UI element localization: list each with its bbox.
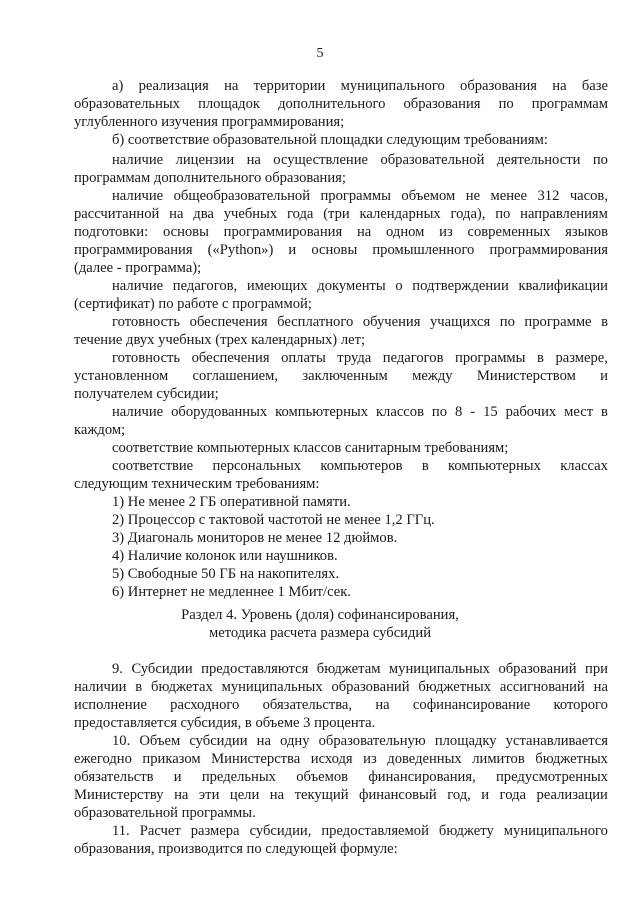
word: календарных xyxy=(359,206,441,222)
word: программы xyxy=(320,188,391,204)
word: наличие xyxy=(112,152,164,168)
word: доведенных xyxy=(387,751,462,767)
word: наличии xyxy=(74,679,127,695)
word: объемом xyxy=(401,188,456,204)
word: образовательную xyxy=(318,733,426,749)
word: при xyxy=(585,661,608,677)
text-line xyxy=(74,678,608,696)
word: Министерству xyxy=(74,787,164,803)
word: на xyxy=(224,78,239,94)
word: имеющих xyxy=(246,278,308,294)
word: и xyxy=(173,769,182,785)
word: дополнительного xyxy=(278,96,386,112)
word: эти xyxy=(198,787,220,803)
word: Объем xyxy=(139,733,181,749)
word: образований xyxy=(498,661,577,677)
text-line: 6) Интернет не медленнее 1 Мбит/сек. xyxy=(112,584,351,600)
text-line xyxy=(112,277,608,295)
text-line: получателем субсидии; xyxy=(74,386,219,402)
text-line: 3) Диагональ мониторов не менее 12 дюймов. xyxy=(112,530,398,546)
word: на xyxy=(169,206,184,222)
text-line: предоставляется субсидия, в объеме 3 процента. xyxy=(74,715,376,731)
word: рабочих xyxy=(505,404,557,420)
word: бесплатного xyxy=(277,314,354,330)
word: по xyxy=(431,404,448,420)
word: муниципальных xyxy=(388,661,490,677)
word: в xyxy=(135,679,143,695)
word: основы xyxy=(311,242,358,258)
text-line xyxy=(112,732,608,750)
word: программирования xyxy=(74,242,193,258)
word: размера xyxy=(190,823,240,839)
word: квалификации xyxy=(518,278,608,294)
word: одну xyxy=(280,733,310,749)
word: и xyxy=(600,368,608,384)
word: рассчитанной xyxy=(74,206,160,222)
word: территории xyxy=(253,78,326,94)
word: - xyxy=(470,404,476,420)
word: на xyxy=(375,697,390,713)
word: программирования xyxy=(223,224,343,240)
word: размере, xyxy=(555,350,608,366)
word: на xyxy=(256,733,271,749)
word: площадку xyxy=(434,733,497,749)
word: обязательства, xyxy=(262,697,353,713)
word: бюджетам xyxy=(316,661,381,677)
word: наличие xyxy=(112,404,164,420)
word: подтверждении xyxy=(412,278,509,294)
word: 312 xyxy=(537,188,560,204)
text-line xyxy=(112,349,608,367)
page-number: 5 xyxy=(316,46,324,61)
word: документы xyxy=(317,278,386,294)
word: направлениям xyxy=(520,206,608,222)
word: 10. xyxy=(112,733,131,749)
word: наличие xyxy=(112,188,164,204)
word: обеспечения xyxy=(189,314,268,330)
text-line: 4) Наличие колонок или наушников. xyxy=(112,548,338,564)
text-line: (далее - программа); xyxy=(74,260,202,276)
word: финансирования, xyxy=(368,769,476,785)
word: устанавливается xyxy=(505,733,608,749)
word: 15 xyxy=(483,404,498,420)
word: лицензии xyxy=(175,152,235,168)
word: базе xyxy=(581,78,608,94)
word: года), xyxy=(450,206,486,222)
text-line: программам дополнительного образования; xyxy=(74,170,346,186)
word: обязательств xyxy=(74,769,154,785)
text-line: Раздел 4. Уровень (доля) софинансирования, xyxy=(181,607,459,623)
word: образования xyxy=(403,96,481,112)
text-line xyxy=(112,77,608,95)
text-line xyxy=(74,241,608,259)
word: исходя xyxy=(310,751,353,767)
word: на xyxy=(269,787,285,803)
word: о xyxy=(395,278,403,294)
word: компьютерных xyxy=(275,404,369,420)
word: классах xyxy=(560,458,608,474)
word: 11. xyxy=(112,823,130,839)
word: цели xyxy=(229,787,260,803)
word: финансовый xyxy=(359,787,437,803)
word: и xyxy=(481,787,490,803)
word: в xyxy=(537,350,544,366)
word: классов xyxy=(375,404,424,420)
word: ассигнований xyxy=(499,679,585,695)
text-line: каждом; xyxy=(74,422,126,438)
text-line: б) соответствие образовательной площадки следующим требованиям: xyxy=(112,132,548,148)
word: предоставляются xyxy=(201,661,309,677)
word: бюджетных xyxy=(418,679,492,695)
word: промышленного xyxy=(372,242,475,258)
text-line: углубленного изучения программирования; xyxy=(74,114,345,130)
text-line xyxy=(74,205,608,223)
text-line xyxy=(112,403,608,421)
text-line xyxy=(74,367,608,385)
text-line: следующим техническим требованиям: xyxy=(74,476,320,492)
word: наличие xyxy=(112,278,164,294)
word: субсидии xyxy=(189,733,248,749)
word: образования xyxy=(460,78,538,94)
word: в xyxy=(601,404,608,420)
word: по xyxy=(592,152,608,168)
word: бюджетных xyxy=(535,751,608,767)
word: одном xyxy=(386,224,425,240)
word: реализации xyxy=(536,787,608,803)
text-line xyxy=(74,696,608,714)
text-line xyxy=(74,768,608,786)
word: приказом xyxy=(142,751,201,767)
word: педагогов, xyxy=(172,278,238,294)
word: менее xyxy=(490,188,528,204)
word: мест xyxy=(564,404,594,420)
word: муниципального xyxy=(503,823,608,839)
word: на xyxy=(356,224,372,240)
word: исполнение xyxy=(74,697,147,713)
word: бюджету xyxy=(438,823,494,839)
word: а) xyxy=(112,78,124,94)
word: часов, xyxy=(569,188,608,204)
word: по xyxy=(499,314,515,330)
word: муниципальных xyxy=(221,679,323,695)
word: объемов xyxy=(296,769,349,785)
text-line: образования, производится по следующей формуле: xyxy=(74,841,398,857)
text-line xyxy=(112,660,608,678)
word: между xyxy=(412,368,453,384)
word: субсидии, xyxy=(249,823,312,839)
word: современных xyxy=(467,224,551,240)
text-line xyxy=(74,95,608,113)
word: муниципального xyxy=(340,78,445,94)
word: установленном xyxy=(74,368,169,384)
word: оплаты xyxy=(281,350,326,366)
word: по xyxy=(495,206,511,222)
word: программы xyxy=(455,350,526,366)
text-line xyxy=(112,822,608,840)
word: персональных xyxy=(212,458,302,474)
word: языков xyxy=(565,224,608,240)
word: не xyxy=(465,188,481,204)
word: образовательной xyxy=(380,152,485,168)
word: подготовки: xyxy=(74,224,149,240)
text-line xyxy=(112,313,608,331)
word: ежегодно xyxy=(74,751,132,767)
text-line xyxy=(74,223,608,241)
text-line: 1) Не менее 2 ГБ оперативной памяти. xyxy=(112,494,351,510)
word: реализация xyxy=(138,78,209,94)
word: Министерством xyxy=(476,368,576,384)
word: учащихся xyxy=(429,314,491,330)
word: которого xyxy=(553,697,608,713)
word: деятельности xyxy=(496,152,581,168)
word: готовность xyxy=(112,350,181,366)
text-line xyxy=(112,187,608,205)
text-line: методика расчета размера субсидий xyxy=(208,625,432,641)
word: обеспечения xyxy=(191,350,270,366)
word: год, xyxy=(447,787,471,803)
text-line: образовательной программы. xyxy=(74,805,256,821)
word: лимитов xyxy=(472,751,525,767)
word: Расчет xyxy=(139,823,181,839)
word: по xyxy=(498,96,514,112)
word: заключенным xyxy=(302,368,388,384)
word: бюджетах xyxy=(151,679,213,695)
word: 9. xyxy=(112,661,123,677)
word: в xyxy=(601,314,608,330)
word: образовательных xyxy=(74,96,180,112)
text-line xyxy=(112,151,608,169)
word: площадок xyxy=(198,96,260,112)
word: образований xyxy=(331,679,410,695)
text-line: (сертификат) по работе с программой; xyxy=(74,296,312,312)
word: программе xyxy=(524,314,592,330)
word: соответствие xyxy=(112,458,194,474)
word: общеобразовательной xyxy=(173,188,311,204)
word: учебных xyxy=(223,206,278,222)
word: из xyxy=(439,224,453,240)
text-line: соответствие компьютерных классов санитарным требованиям; xyxy=(112,440,509,456)
word: и xyxy=(288,242,297,258)
word: (три xyxy=(323,206,350,222)
word: основы xyxy=(162,224,209,240)
word: текущий xyxy=(294,787,349,803)
word: Субсидии xyxy=(131,661,193,677)
word: расходного xyxy=(170,697,240,713)
word: компьютеров xyxy=(320,458,403,474)
word: в xyxy=(421,458,429,474)
word: на xyxy=(246,152,261,168)
word: 8 xyxy=(454,404,463,420)
word: программирования xyxy=(489,242,608,258)
word: Министерства xyxy=(211,751,301,767)
text-line xyxy=(74,750,608,768)
text-line: течение двух учебных (трех календарных) лет; xyxy=(74,332,366,348)
word: компьютерных xyxy=(448,458,541,474)
word: труда xyxy=(337,350,372,366)
word: соглашением, xyxy=(192,368,279,384)
word: на xyxy=(174,787,189,803)
text-line xyxy=(112,457,608,475)
word: два xyxy=(193,206,214,222)
word: на xyxy=(593,679,608,695)
word: года xyxy=(286,206,314,222)
word: обучения xyxy=(362,314,421,330)
word: готовность xyxy=(112,314,181,330)
word: педагогов xyxy=(382,350,444,366)
word: на xyxy=(552,78,567,94)
word: предоставляемой xyxy=(321,823,429,839)
word: оборудованных xyxy=(171,404,268,420)
word: предельных xyxy=(201,769,276,785)
word: программам xyxy=(531,96,608,112)
text-line: 2) Процессор с тактовой частотой не менее 1,2 ГГц. xyxy=(112,512,435,528)
word: предусмотренных xyxy=(496,769,608,785)
word: года xyxy=(499,787,527,803)
text-line: 5) Свободные 50 ГБ на накопителях. xyxy=(112,566,340,582)
text-line xyxy=(74,786,608,804)
word: из xyxy=(363,751,377,767)
word: софинансирование xyxy=(412,697,531,713)
word: («Python») xyxy=(207,242,274,258)
word: осуществление xyxy=(273,152,369,168)
